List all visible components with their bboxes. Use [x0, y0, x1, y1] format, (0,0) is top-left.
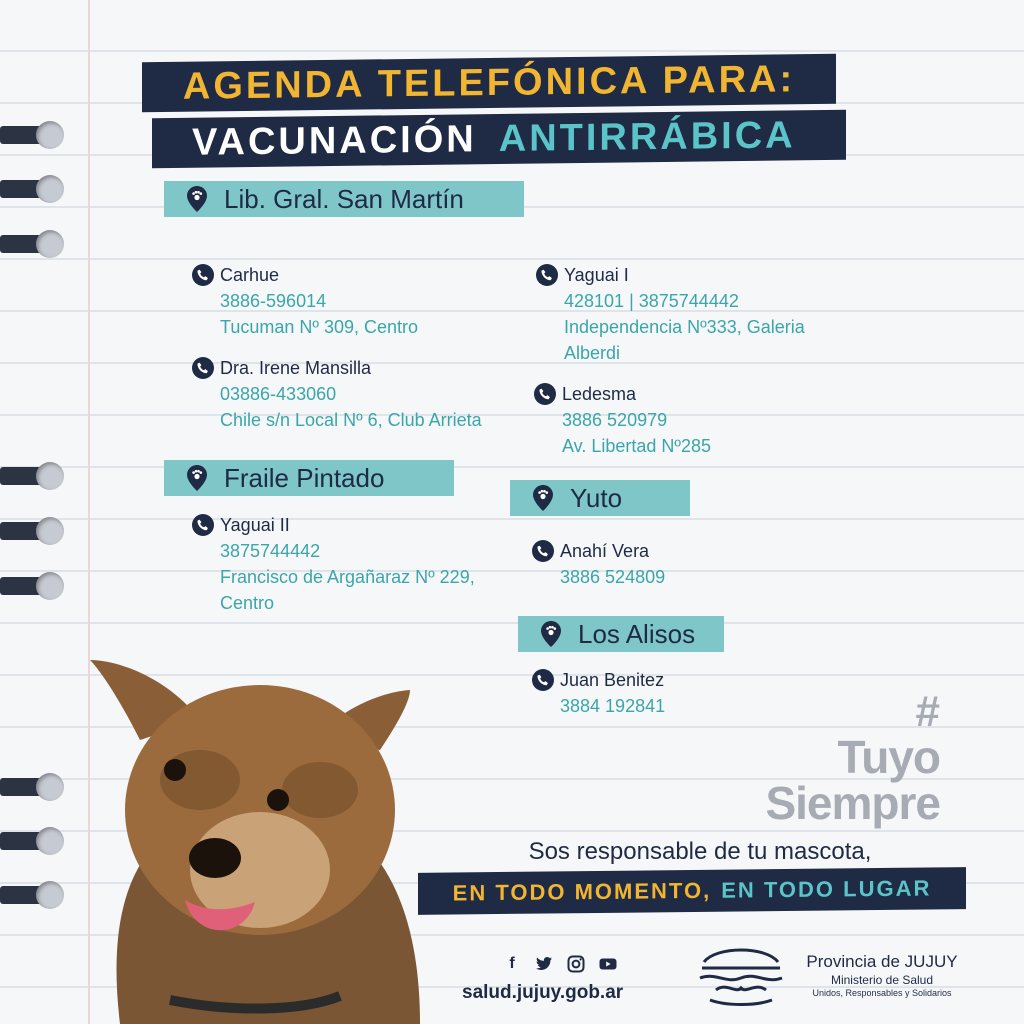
- notebook-ring: [0, 826, 64, 856]
- hashtag-word2: Siempre: [765, 777, 940, 829]
- contact-phone: 3886 524809: [560, 567, 666, 587]
- ministry-name: Ministerio de Salud: [830, 973, 934, 987]
- contact-address: Francisco de Argañaraz Nº 229,: [220, 567, 475, 587]
- notebook-ring: [0, 772, 64, 802]
- location-name: Lib. Gral. San Martín: [224, 183, 464, 214]
- contact-phone: 428101 | 3875744442: [564, 291, 739, 311]
- contact-address: Tucuman Nº 309, Centro: [220, 317, 418, 337]
- phone-icon: [536, 264, 558, 286]
- location-tag-los-alisos: [518, 616, 724, 652]
- slogan-banner: [418, 867, 966, 915]
- notebook-ring: [0, 571, 64, 601]
- notebook-ring: [0, 461, 64, 491]
- notebook-ring: [0, 120, 64, 150]
- location-tag-yuto: [510, 480, 690, 516]
- contact-address-cont: Alberdi: [564, 343, 621, 363]
- hashtag-tuyo-siempre: [760, 687, 940, 829]
- notebook-ring: [0, 174, 64, 204]
- map-pin-paw-icon: [540, 620, 562, 648]
- title-line2-antirrabica: ANTIRRÁBICA: [498, 113, 796, 160]
- contact-name: Dra. Irene Mansilla: [220, 358, 372, 378]
- contact-name: Ledesma: [562, 384, 637, 404]
- government-motto: Unidos, Responsables y Solidarios: [812, 988, 952, 998]
- title-banner-line1: [142, 54, 836, 112]
- contact-name: Yaguai II: [220, 515, 290, 535]
- website-link[interactable]: salud.jujuy.gob.ar: [462, 982, 624, 1003]
- title-banner-line2: [152, 110, 846, 168]
- phone-icon: [534, 383, 556, 405]
- notebook-ring: [0, 880, 64, 910]
- location-name: Yuto: [570, 482, 623, 513]
- contact-phone: 3886-596014: [220, 291, 327, 311]
- government-credit: [798, 952, 966, 998]
- location-tag-san-martin: [164, 181, 524, 217]
- hashtag-symbol: #: [915, 687, 940, 736]
- jujuy-government-seal-logo: [696, 944, 786, 1008]
- contact-entry-yaguai-ii: [192, 512, 475, 616]
- phone-icon: [192, 357, 214, 379]
- hashtag-word1: Tuyo: [837, 731, 940, 783]
- title-line1: AGENDA TELEFÓNICA PARA:: [182, 57, 796, 108]
- youtube-icon[interactable]: [598, 954, 618, 974]
- dog-photo: [80, 640, 440, 1024]
- phone-icon: [532, 669, 554, 691]
- notebook-ring: [0, 516, 64, 546]
- contact-name: Carhue: [220, 265, 280, 285]
- contact-address: Independencia Nº333, Galeria: [564, 317, 805, 337]
- province-name: Provincia de JUJUY: [806, 952, 958, 971]
- contact-phone: 3884 192841: [560, 696, 666, 716]
- location-name: Los Alisos: [578, 618, 696, 649]
- social-icons: [502, 954, 618, 974]
- twitter-icon[interactable]: [534, 954, 554, 974]
- contact-address-cont: Centro: [220, 593, 275, 613]
- contact-name: Anahí Vera: [560, 541, 650, 561]
- map-pin-paw-icon: [532, 484, 554, 512]
- slogan-line1: Sos responsable de tu mascota,: [528, 838, 872, 865]
- contact-entry-yaguai-i: [536, 262, 805, 366]
- map-pin-paw-icon: [186, 464, 208, 492]
- contact-entry-anahi-vera: [532, 538, 665, 590]
- slogan-teal: EN TODO LUGAR: [721, 875, 932, 903]
- contact-phone: 03886-433060: [220, 384, 337, 404]
- contact-name: Juan Benitez: [560, 670, 665, 690]
- contact-entry-ledesma: [534, 381, 711, 459]
- phone-icon: [192, 514, 214, 536]
- contact-address: Av. Libertad Nº285: [562, 436, 712, 456]
- contact-entry-juan-benitez: [532, 667, 665, 719]
- map-pin-paw-icon: [186, 185, 208, 213]
- contact-name: Yaguai I: [564, 265, 629, 285]
- slogan-yellow: EN TODO MOMENTO,: [452, 877, 712, 906]
- contact-address: Chile s/n Local Nº 6, Club Arrieta: [220, 410, 482, 430]
- title-line2-vacunacion: VACUNACIÓN: [192, 117, 477, 164]
- location-name: Fraile Pintado: [224, 462, 385, 493]
- facebook-icon[interactable]: f: [509, 955, 515, 972]
- contact-phone: 3875744442: [220, 541, 321, 561]
- contact-phone: 3886 520979: [562, 410, 668, 430]
- instagram-icon[interactable]: [566, 954, 586, 974]
- contact-entry-carhue: [192, 262, 418, 340]
- phone-icon: [532, 540, 554, 562]
- notebook-ring: [0, 229, 64, 259]
- phone-icon: [192, 264, 214, 286]
- contact-entry-irene-mansilla: [192, 355, 482, 433]
- location-tag-fraile-pintado: [164, 460, 454, 496]
